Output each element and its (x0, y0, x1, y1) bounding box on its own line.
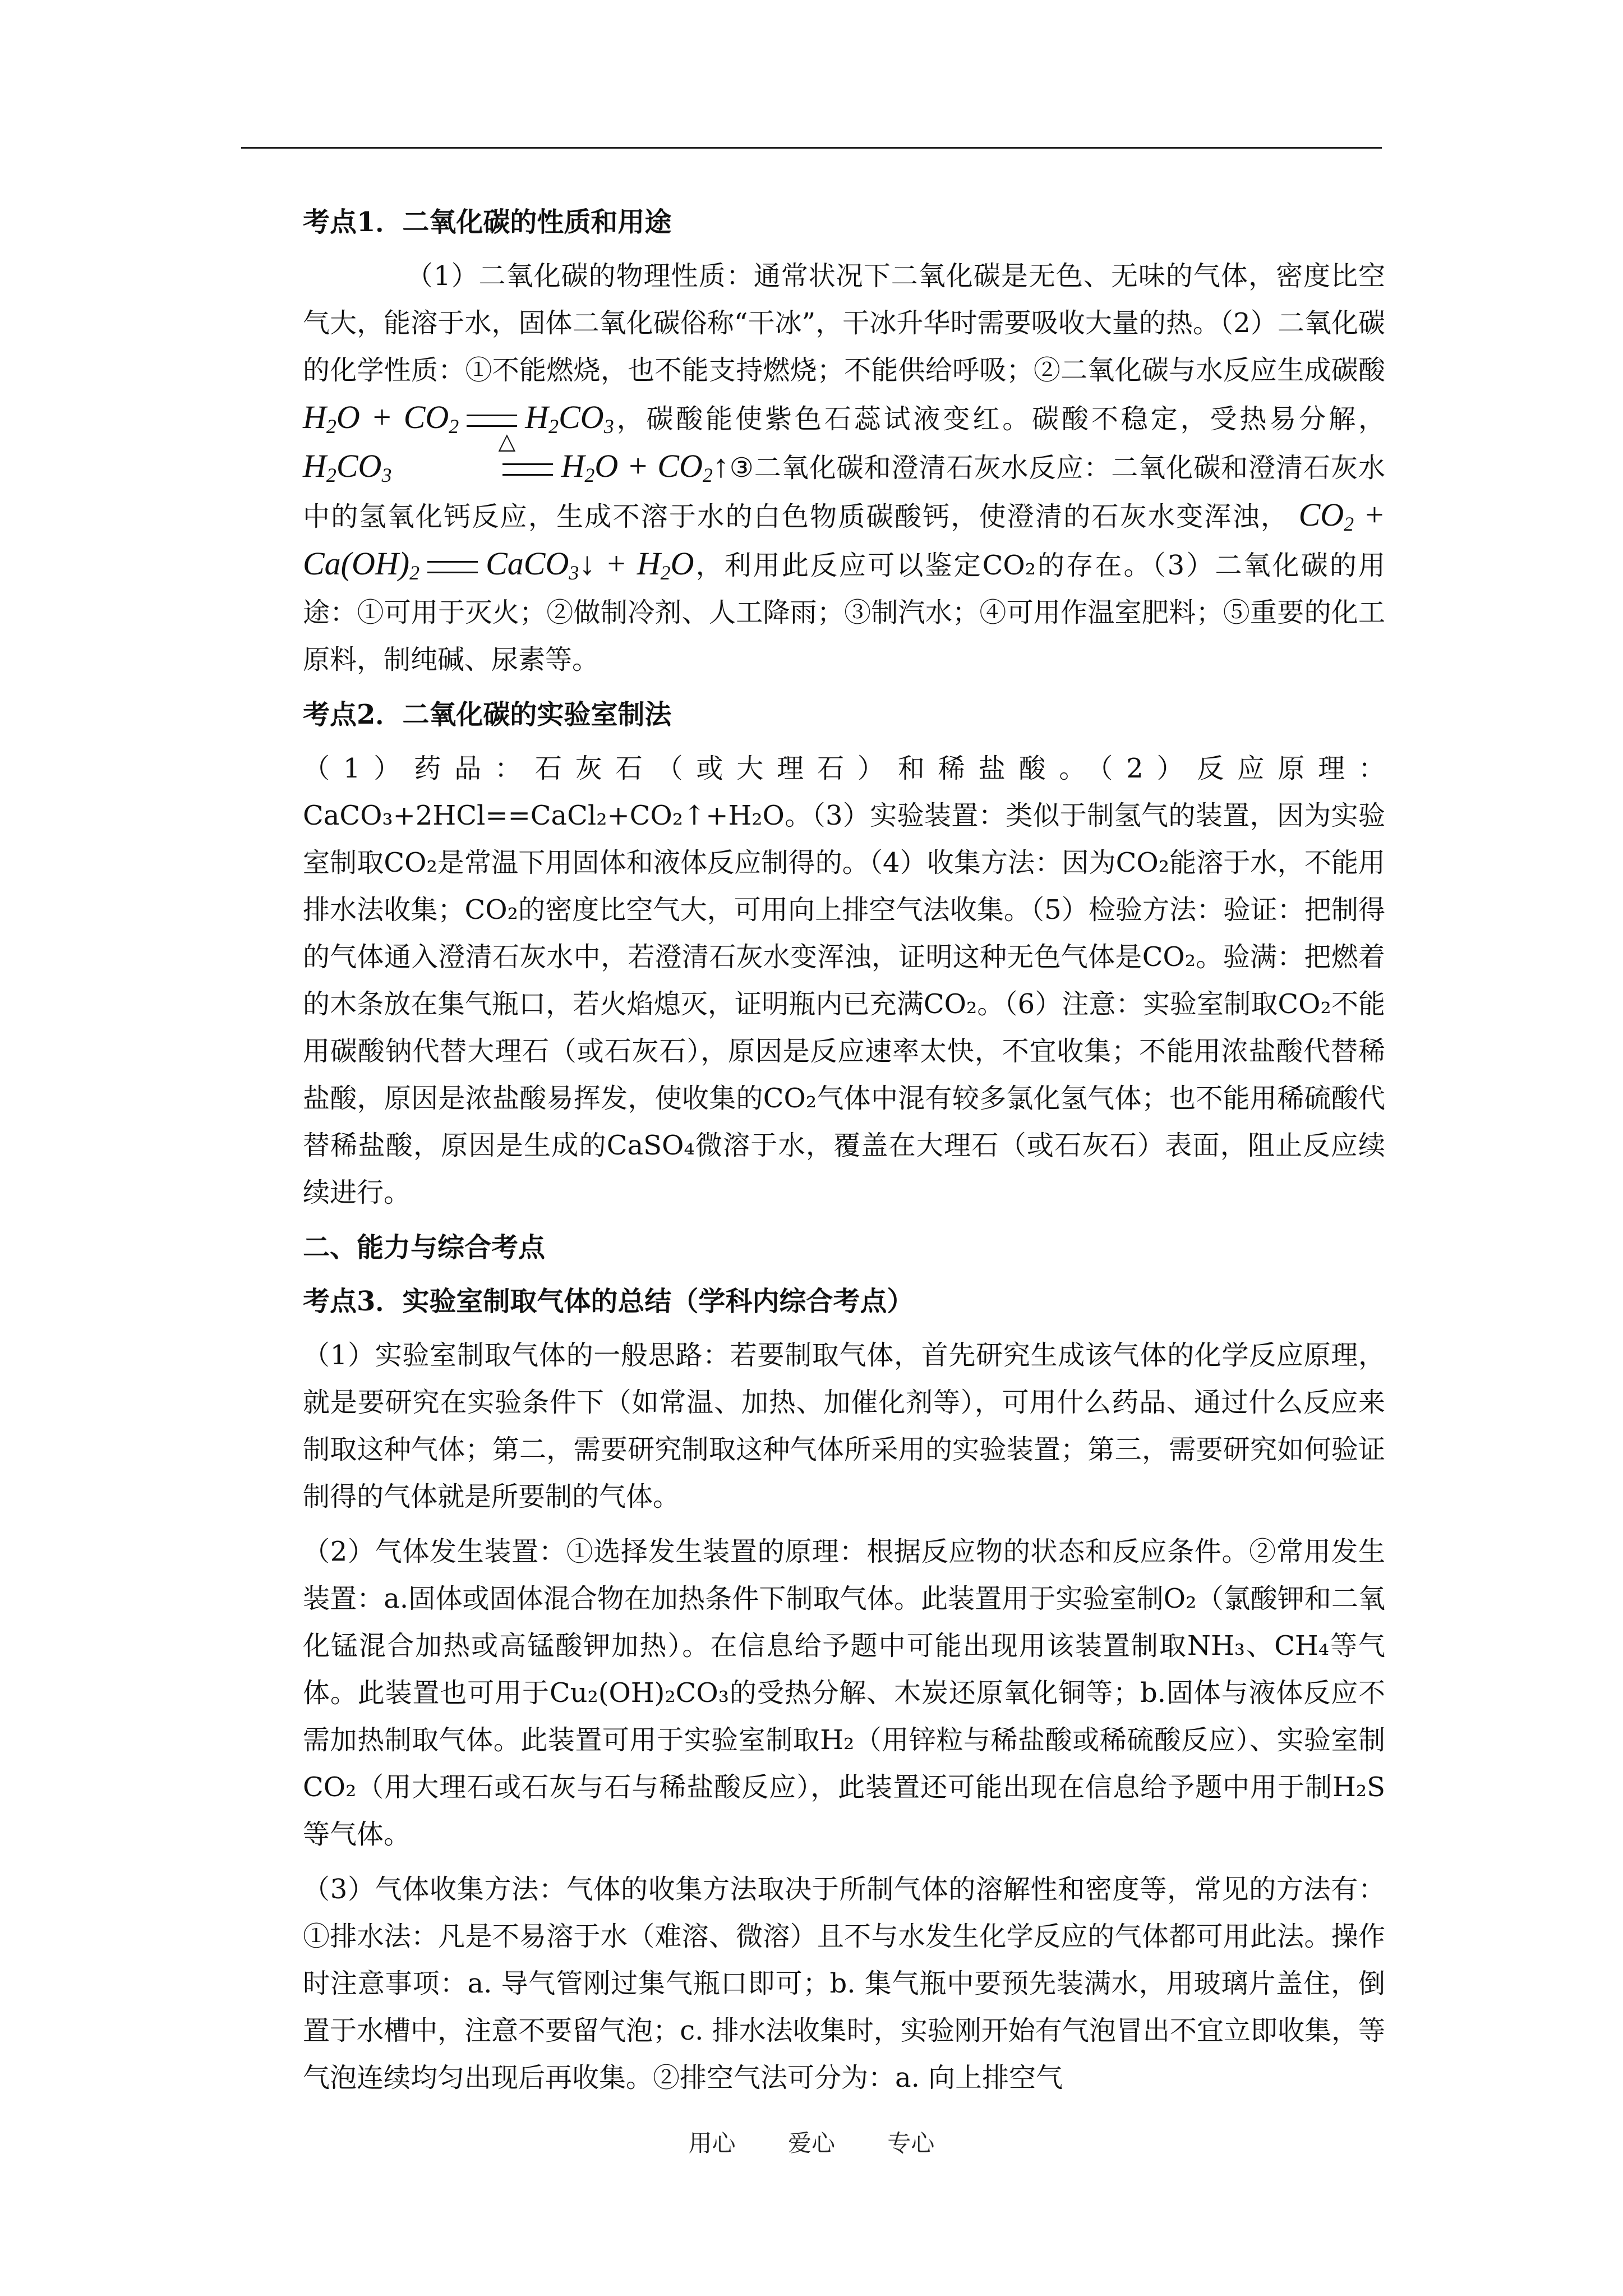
heat-symbol: △ (498, 429, 516, 454)
paragraph-k3-1: （1）实验室制取气体的一般思路：若要制取气体，首先研究生成该气体的化学反应原理，就是要研究在实验条件下（如常温、加热、加催化剂等），可用什么药品、通过什么反应来制取这种气体；第二，需要研究制取这种气体所采用的实验装置；第三，需要研究如何验证制得的气体就是所要制的气体。 (303, 1340, 1385, 1512)
heading-k1: 考点1．二氧化碳的性质和用途 (303, 206, 672, 238)
k1-text-b: ，碳酸能使紫色石蕊试液变红。碳酸不稳定，受热易分解， (614, 403, 1385, 435)
footer-word-1: 用心 (688, 2129, 736, 2157)
paragraph-k1 (303, 252, 1385, 683)
heading-k3: 考点3．实验室制取气体的总结（学科内综合考点） (303, 1286, 914, 1317)
equation-limewater: $CO_2 + Ca(OH)_2$ CaCO$_3$↓ + $H_2O$ (303, 496, 1385, 584)
paragraph-k3-2: （2）气体发生装置：①选择发生装置的原理：根据反应物的状态和反应条件。②常用发生装置：a.固体或固体混合物在加热条件下制取气体。此装置用于实验室制O₂（氯酸钾和二氧化锰混合加热或高锰酸钾加热）。在信息给予题中可能出现用该装置制取NH₃、CH₄等气体。此装置也可用于Cu₂(OH)₂CO₃的受热分解、木炭还原氧化铜等；b.固体与液体反应不需加热制取气体。此装置可用于实验室制取H₂（用锌粒与稀盐酸或稀硫酸反应）、实验室制CO₂（用大理石或石灰与石与稀盐酸反应），此装置还可能出现在信息给予题中用于制H₂S等气体。 (303, 1536, 1385, 1850)
heading-k2: 考点2．二氧化碳的实验室制法 (303, 699, 672, 730)
k1-text-a: （1）二氧化碳的物理性质：通常状况下二氧化碳是无色、无味的气体，密度比空气大，能溶于水，固体二氧化碳俗称“干冰”，干冰升华时需要吸收大量的热。（2）二氧化碳的化学性质：①不能燃烧，也不能支持燃烧；不能供给呼吸；②二氧化碳与水反应生成碳酸 (303, 260, 1385, 386)
heading-section-2: 二、能力与综合考点 (303, 1232, 546, 1263)
k1-text-d: ，利用此反应可以鉴定CO₂的存在。（3）二氧化碳的用途：①可用于灭火；②做制冷剂、人工降雨；③制汽水；④可用作温室肥料；⑤重要的化工原料，制纯碱、尿素等。 (303, 550, 1385, 675)
equation-water-co2: $H_2O + CO_2$ $H_2CO_3$ (303, 399, 614, 438)
paragraph-k3-3: （3）气体收集方法：气体的收集方法取决于所制气体的溶解性和密度等，常见的方法有：①排水法：凡是不易溶于水（难溶、微溶）且不与水发生化学反应的气体都可用此法。操作时注意事项：a. 导气管刚过集气瓶口即可；b. 集气瓶中要预先装满水，用玻璃片盖住，倒置于水槽中，注意不要留气泡；c. 排水法收集时，实验刚开始有气泡冒出不宜立即收集，等气泡连续均匀出现后再收集。②排空气法可分为：a. 向上排空气 (303, 1874, 1385, 2093)
paragraph-k2: （1）药品：石灰石（或大理石）和稀盐酸。（2）反应原理：CaCO₃+2HCl==CaCl₂+CO₂↑+H₂O。（3）实验装置：类似于制氢气的装置，因为实验室制取CO₂是常温下用固体和液体反应制得的。（4）收集方法：因为CO₂能溶于水，不能用排水法收集；CO₂的密度比空气大，可用向上排空气法收集。（5）检验方法：验证：把制得的气体通入澄清石灰水中，若澄清石灰水变浑浊，证明这种无色气体是CO₂。验满：把燃着的木条放在集气瓶口，若火焰熄灭，证明瓶内已充满CO₂。（6）注意：实验室制取CO₂不能用碳酸钠代替大理石（或石灰石），原因是反应速率太快，不宜收集；不能用浓盐酸代替稀盐酸，原因是浓盐酸易挥发，使收集的CO₂气体中混有较多氯化氢气体；也不能用稀硫酸代替稀盐酸，原因是生成的CaSO₄微溶于水，覆盖在大理石（或石灰石）表面，阻止反应续续进行。 (303, 753, 1385, 1208)
header-rule (241, 147, 1382, 149)
page-footer (0, 2125, 1623, 2159)
document-body (303, 196, 1385, 2109)
footer-word-2: 爱心 (787, 2129, 835, 2157)
k1-text-c: ③二氧化碳和澄清石灰水反应：二氧化碳和澄清石灰水中的氢氧化钙反应，生成不溶于水的白色物质碳酸钙，使澄清的石灰水变浑浊， (303, 452, 1385, 532)
footer-word-3: 专心 (887, 2129, 935, 2157)
equation-carbonic-decomposition: $H_2CO_3$ △ $H_2O$ + $CO_2↑$ (303, 448, 729, 484)
